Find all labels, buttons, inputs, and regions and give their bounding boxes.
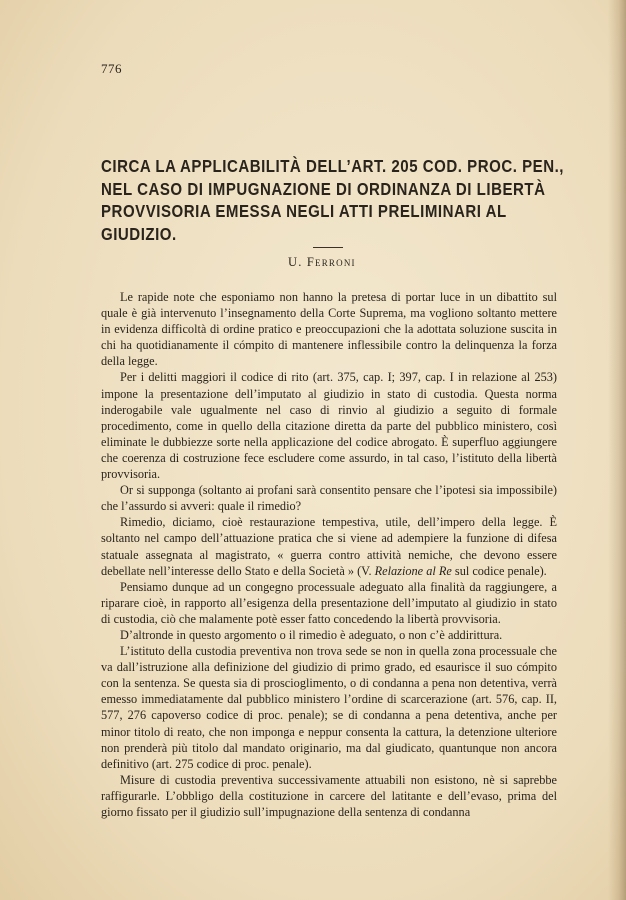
page-edge-shadow [608, 0, 626, 900]
title-line: CIRCA LA APPLICABILITÀ DELL’ART. 205 COD. PROC. PEN., [101, 156, 565, 176]
article-body [101, 289, 557, 820]
title-line: NEL CASO DI IMPUGNAZIONE DI ORDINANZA DI LIBERTÀ [101, 178, 546, 199]
italic-citation: Relazione al Re [374, 563, 452, 578]
paragraph: L’istituto della custodia preventiva non trova sede se non in quella zona processuale che va dall’istruzione alla definizione del giudizio di primo grado, ed esaurisce il suo cómpito con la sentenza. Se questa sia di proscioglimento, o di condanna a pena non detentiva, verrà emesso immediatamente dal pubblico ministero l’ordine di scarcerazione (art. 576, cap. II, 577, 276 capoverso codice di proc. penale); se di condanna a pena detentiva, anche per minor titolo di reato, che non imponga e neppur consenta la cattura, la detenzione ulteriore non prenderà più titolo dal mandato originario, ma dal giudicato, quantunque non ancora definitivo (art. 275 codice di proc. penale). [101, 644, 557, 771]
title-line: GIUDIZIO. [101, 223, 177, 244]
title-line: PROVVISORIA EMESSA NEGLI ATTI PRELIMINARI AL [101, 201, 507, 221]
article-title [101, 155, 565, 245]
paragraph: Per i delitti maggiori il codice di rito (art. 375, cap. I; 397, cap. I in relazione al 253) impone la presentazione dell’imputato al giudizio in stato di custodia. Questa norma inderogabile vale ugualmente nel caso di rinvio al giudizio a seguito di formale procedimento, come in quello della citazione diretta da parte del pubblico ministero, così eliminate le dubbiezze sorte nella applicazione del codice abrogato. È superfluo aggiungere che coerenza di costruzione fece escludere come assurdo, in tal caso, l’istituto della libertà provvisoria. [101, 370, 557, 482]
paragraph: D’altronde in questo argomento o il rimedio è adeguato, o non c’è addirittura. [120, 627, 503, 642]
paragraph [101, 514, 557, 578]
paragraph-text-tail: sul codice penale). [451, 563, 547, 578]
paragraph-text: Rimedio, diciamo, cioè restaurazione tempestiva, utile, dell’impero della legge. È soltanto nel campo dell’attuazione pratica che si viene ad adempiere la funzione di difesa statuale assegnata al magistrato, « guerra contro attività nemiche, che devono essere debellate nell’interesse dello Stato e della Società » (V. [101, 515, 557, 578]
author-name: U. Ferroni [288, 255, 356, 269]
paragraph: Or si supponga (soltanto ai profani sarà consentito pensare che l’ipotesi sia impossibile) che l’assurdo si avveri: quale il rimedio? [101, 483, 557, 514]
paragraph: Le rapide note che esponiamo non hanno la pretesa di portar luce in un dibattito sul quale è già intervenuto l’insegnamento della Corte Suprema, ma vogliono soltanto mettere in evidenza difficoltà di ordine pratico e preoccupazioni che la adottata soluzione suscita in chi ha quotidianamente il cómpito di mantenere inflessibile contro la delinquenza la forza della legge. [101, 290, 557, 369]
title-divider [313, 247, 343, 248]
paragraph: Misure di custodia preventiva successivamente attuabili non esistono, nè si saprebbe raffigurarle. L’obbligo della costituzione in carcere del latitante e dell’evaso, prima del giorno fissato per il giudizio sull’impugnazione della sentenza di condanna [101, 772, 557, 819]
paragraph: Pensiamo dunque ad un congegno processuale adeguato alla finalità da raggiungere, a riparare cioè, in rapporto all’esigenza della presentazione dell’imputato al giudizio in stato di custodia, ciò che malamente potè esser fatto concedendo la libertà provvisoria. [101, 579, 557, 626]
page-number: 776 [101, 61, 122, 76]
